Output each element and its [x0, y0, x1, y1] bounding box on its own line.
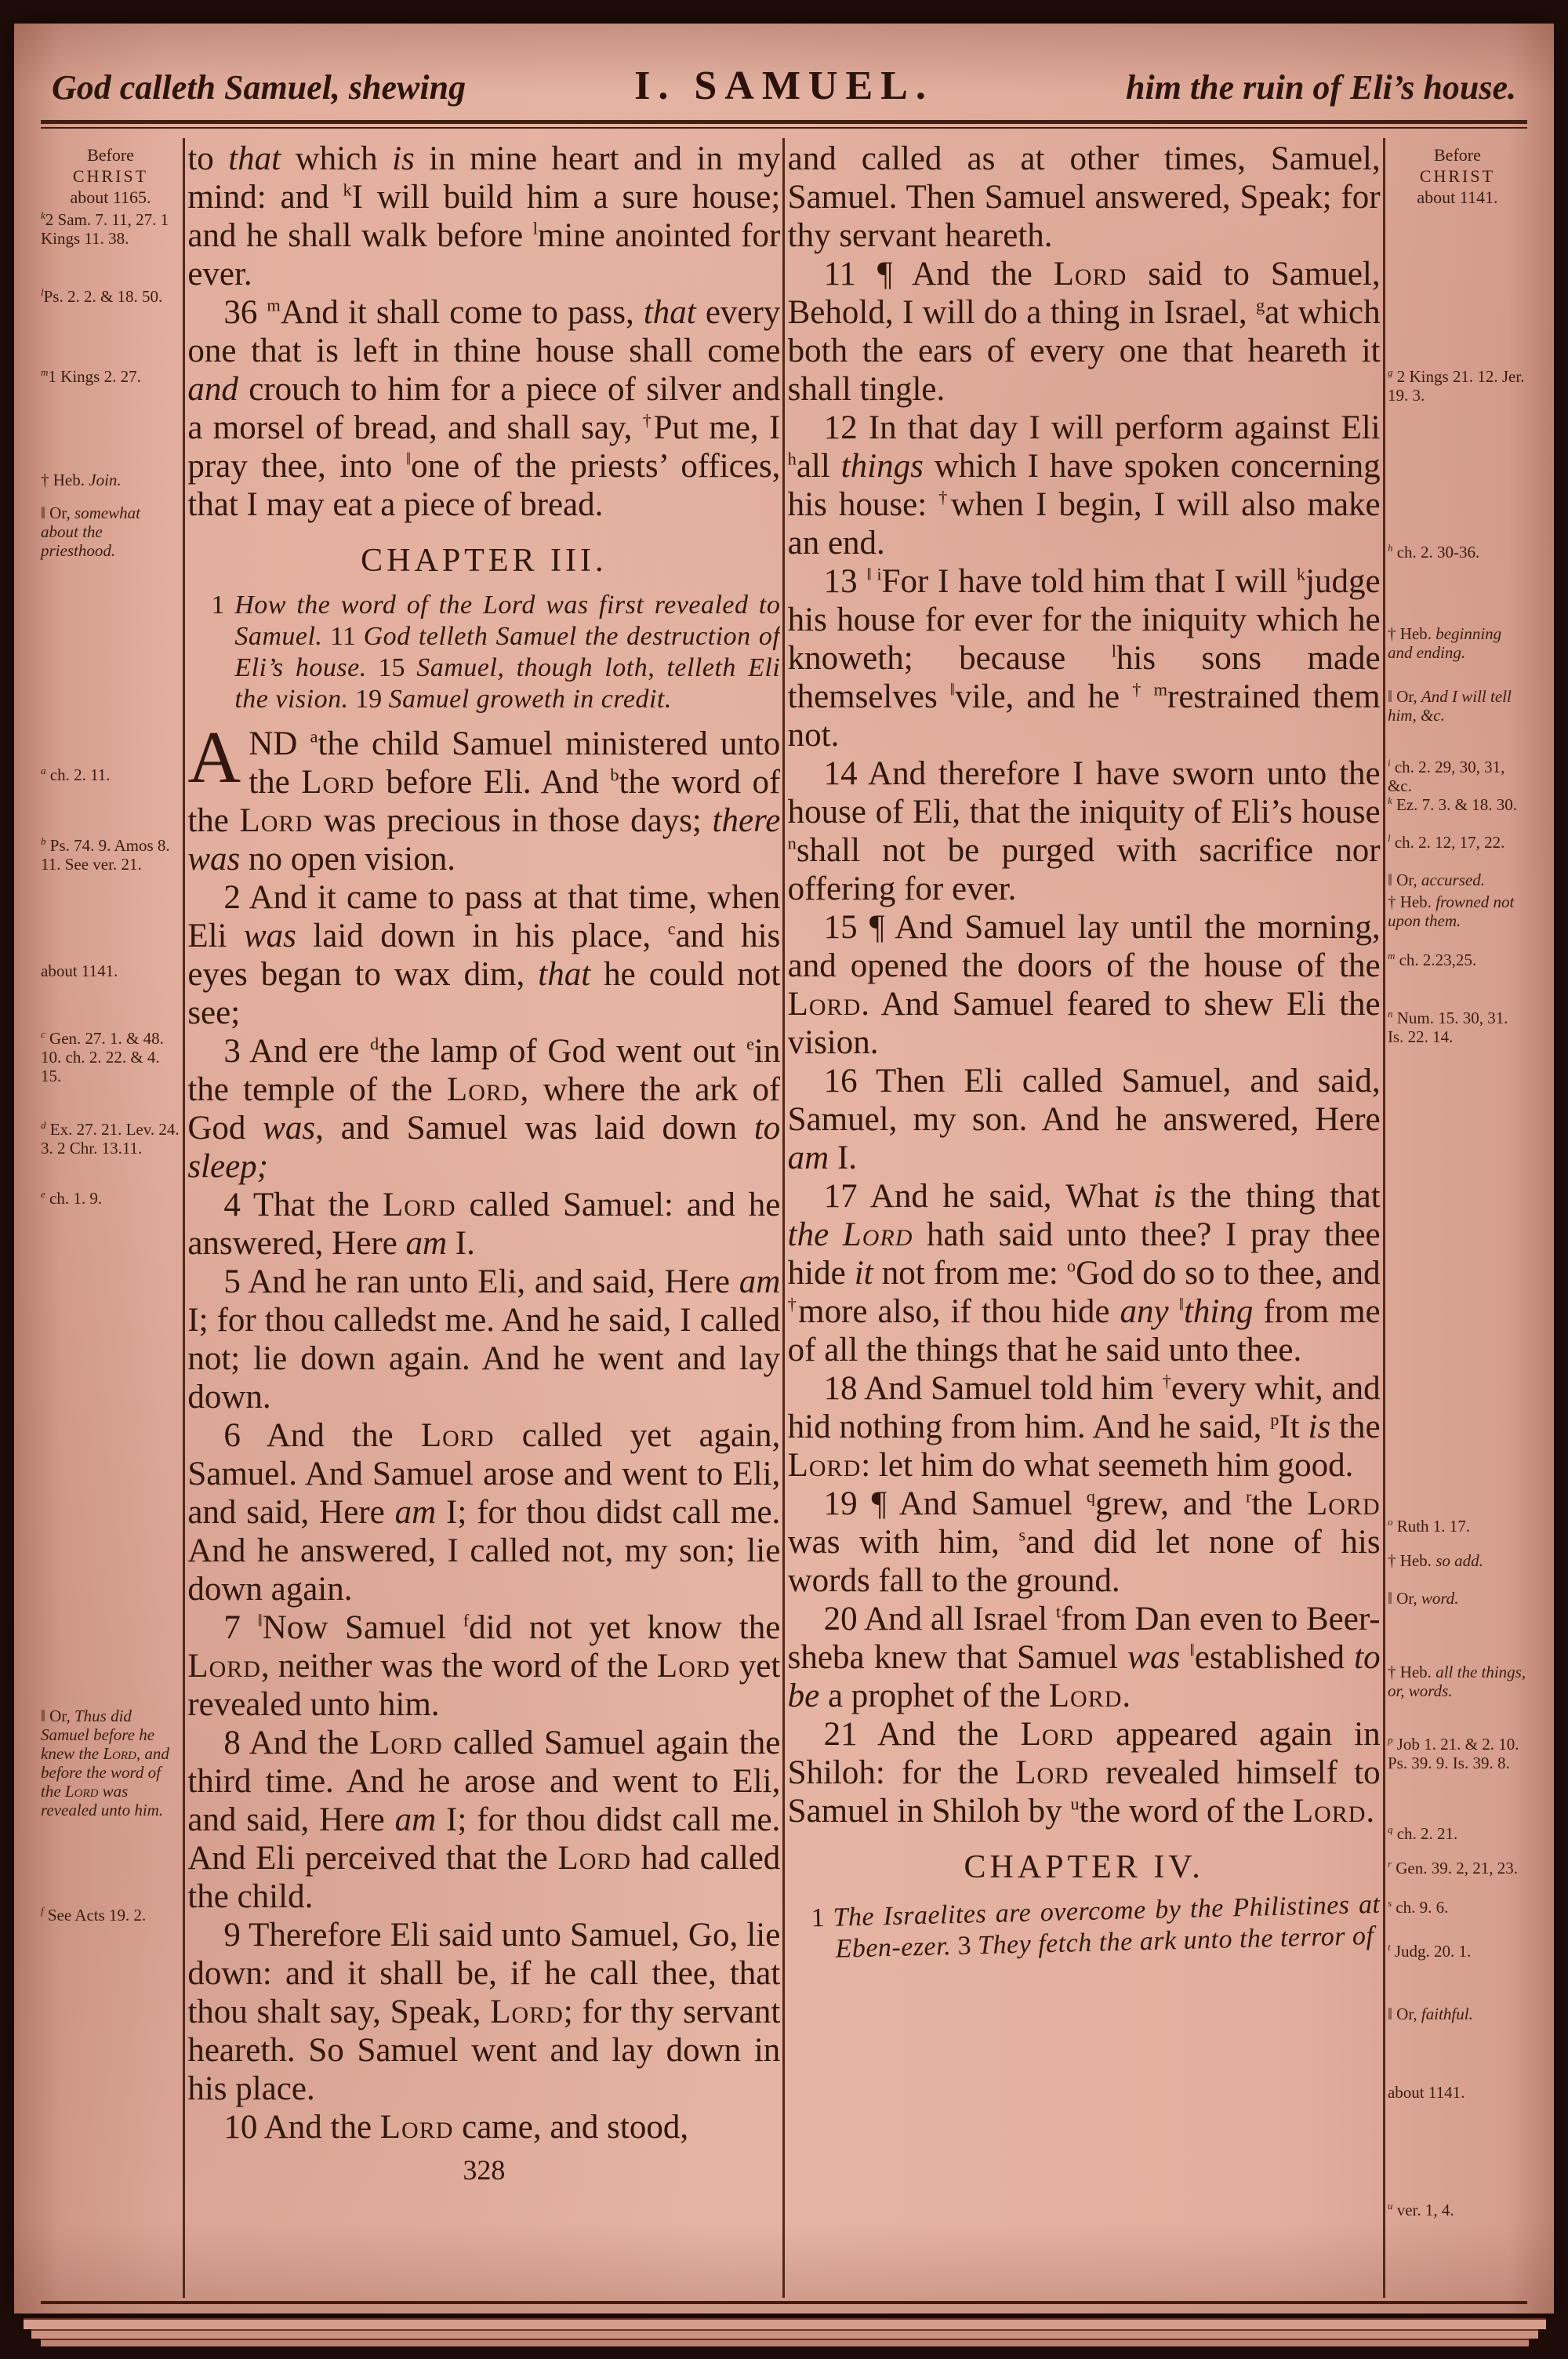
margin-note: $^g$ 2 Kings 21. 12. Jer. 19. 3.	[1387, 366, 1525, 405]
margin-note: $^m$1 Kings 2. 27.	[41, 366, 141, 386]
right-text-column	[788, 138, 1381, 2298]
before-christ-date-right: Before CHRIST about 1141.	[1417, 145, 1498, 207]
chapter-heading: CHAPTER III.	[361, 543, 608, 579]
verse-paragraph: 5 And he ran unto Eli, and said, Here am I; for thou calledst me. And he said, I called not; lie down again. And he went and lay down.	[187, 1263, 781, 1416]
margin-note: $^b$ Ps. 74. 9. Amos 8. 11. See ver. 21.	[41, 835, 170, 874]
column-rule	[782, 138, 785, 2298]
margin-note: † Heb. so add.	[1387, 1551, 1483, 1570]
margin-note: ‖ Or, somewhat about the priesthood.	[41, 503, 140, 560]
right-margin-notes	[1388, 138, 1527, 2298]
verse-paragraph: 8 And the Lord called Samuel again the third time. And he arose and went to Eli, and said, Here am I; for thou didst call me. And Eli perceived that the Lord had called the child.	[187, 1725, 781, 1915]
page-edges	[24, 2318, 1546, 2346]
page-edge	[31, 2329, 1538, 2339]
book-title: I. SAMUEL.	[634, 64, 934, 108]
verse-paragraph: 14 And therefore I have sworn unto the house of Eli, that the iniquity of Eli’s house $^n$shall not be purged with sacrifice nor offering for ever.	[787, 755, 1381, 907]
margin-note: $^k$2 Sam. 7. 11, 27. 1 Kings 11. 38.	[41, 209, 169, 248]
margin-note: $^d$ Ex. 27. 21. Lev. 24. 3. 2 Chr. 13.11.	[41, 1119, 180, 1158]
margin-note: $^m$ ch. 2.23,25.	[1387, 950, 1477, 969]
verse-paragraph: 21 And the Lord appeared again in Shiloh: for the Lord revealed himself to Samuel in Shiloh by $^u$the word of the Lord.	[787, 1716, 1381, 1830]
margin-note: $^e$ ch. 1. 9.	[41, 1188, 103, 1208]
column-rule	[1383, 138, 1385, 2298]
page-edge	[24, 2318, 1546, 2329]
verse-paragraph: 10 And the Lord came, and stood,	[223, 2109, 689, 2146]
margin-note: ‖ Or, accursed.	[1387, 871, 1485, 889]
book-page	[14, 24, 1554, 2314]
continuation-paragraph: and called as at other times, Samuel, Samuel. Then Samuel answered, Speak; for thy servant heareth.	[787, 140, 1381, 254]
page-header	[14, 24, 1554, 120]
left-text-column	[187, 138, 780, 2298]
header-rule	[41, 120, 1527, 129]
margin-note: about 1141.	[1387, 2083, 1465, 2102]
margin-note: $^l$Ps. 2. 2. & 18. 50.	[41, 286, 163, 306]
margin-note: $^c$ Gen. 27. 1. & 48. 10. ch. 2. 22. & 4. 15.	[41, 1028, 164, 1085]
margin-note: $^a$ ch. 2. 11.	[41, 765, 111, 784]
margin-note: $^h$ ch. 2. 30-36.	[1387, 542, 1480, 562]
margin-note: $^l$ ch. 2. 12, 17, 22.	[1387, 832, 1505, 852]
margin-note: † Heb. frowned not upon them.	[1387, 892, 1515, 930]
margin-note: $^o$ Ruth 1. 17.	[1387, 1516, 1471, 1536]
verse-paragraph: 36 $^m$And it shall come to pass, that every one that is left in thine house shall come and crouch to him for a piece of silver and a morsel of bread, and shall say, †Put me, I pray thee, into ‖one of the priests’ offices, that I may eat a piece of bread.	[187, 294, 781, 523]
verse-paragraph: 7 ‖Now Samuel $^f$did not yet know the Lord, neither was the word of the Lord yet revealed unto him.	[187, 1609, 781, 1723]
margin-note: about 1141.	[41, 961, 118, 980]
margin-note: $^s$ ch. 9. 6.	[1387, 1897, 1449, 1917]
running-head-left: God calleth Samuel, shewing	[52, 68, 466, 107]
margin-note: ‖ Or, And I will tell him, &c.	[1387, 687, 1512, 725]
verse-paragraph: 20 And all Israel $^t$from Dan even to Beer-sheba knew that Samuel was ‖established to be a prophet of the Lord.	[787, 1601, 1381, 1714]
margin-note: $^f$ See Acts 19. 2.	[41, 1905, 147, 1925]
margin-note: $^k$ Ez. 7. 3. & 18. 30.	[1387, 794, 1517, 814]
left-margin-notes	[41, 138, 180, 2298]
margin-note: $^n$ Num. 15. 30, 31. Is. 22. 14.	[1387, 1008, 1508, 1046]
verse-paragraph: 11 ¶ And the Lord said to Samuel, Behold, I will do a thing in Israel, $^g$at which both the ears of every one that heareth it shall tingle.	[787, 256, 1381, 408]
margin-note: † Heb. beginning and ending.	[1387, 624, 1502, 662]
margin-note: $^q$ ch. 2. 21.	[1387, 1823, 1458, 1843]
margin-note: † Heb. Join.	[41, 471, 122, 489]
verse-paragraph: 6 And the Lord called yet again, Samuel. And Samuel arose and went to Eli, and said, Here am I; for thou didst call me. And he answered, I called not, my son; lie down again.	[187, 1417, 781, 1608]
margin-note: $^p$ Job 1. 21. & 2. 10. Ps. 39. 9. Is. 39. 8.	[1387, 1734, 1519, 1772]
page-content	[14, 129, 1554, 2298]
verse-paragraph: 2 And it came to pass at that time, when Eli was laid down in his place, $^c$and his eyes began to wax dim, that he could not see;	[187, 879, 781, 1031]
margin-note: ‖ Or, word.	[1387, 1589, 1459, 1608]
verse-paragraph: 12 In that day I will perform against Eli $^h$all things which I have spoken concerning his house: †when I begin, I will also make an end.	[787, 409, 1381, 562]
continuation-paragraph: to that which is in mine heart and in my mind: and $^k$I will build him a sure house; and he shall walk before $^l$mine anointed for ever.	[187, 140, 781, 293]
chapter-summary: 1 How the word of the Lord was first revealed to Samuel. 11 God telleth Samuel the destruction of Eli’s house. 15 Samuel, though loth, telleth Eli the vision. 19 Samuel groweth in credit.	[211, 591, 781, 714]
verse-paragraph: 15 ¶ And Samuel lay until the morning, and opened the doors of the house of the Lord. And Samuel feared to shew Eli the vision.	[787, 909, 1381, 1061]
chapter-heading: CHAPTER IV.	[964, 1849, 1204, 1885]
verse-paragraph: AND $^a$the child Samuel ministered unto the Lord before Eli. And $^b$the word of the Lord was precious in those days; there was no open vision.	[187, 717, 781, 878]
page-number: 328	[463, 2154, 506, 2186]
margin-note: $^u$ ver. 1, 4.	[1387, 2200, 1454, 2219]
before-christ-date-left: Before CHRIST about 1165.	[70, 145, 151, 207]
verse-paragraph: 17 And he said, What is the thing that the Lord hath said unto thee? I pray thee hide it not from me: $^o$God do so to thee, and †more also, if thou hide any ‖thing from me of all the things that he said unto thee.	[787, 1178, 1381, 1369]
margin-note: † Heb. all the things, or, words.	[1387, 1663, 1526, 1700]
margin-note: ‖ Or, faithful.	[1387, 2005, 1473, 2023]
margin-note: ‖ Or, Thus did Samuel before he knew the Lord, and before the word of the Lord was revealed unto him.	[41, 1707, 169, 1819]
verse-paragraph: 4 That the Lord called Samuel: and he answered, Here am I.	[187, 1187, 781, 1262]
footer-rule	[41, 2301, 1527, 2304]
column-rule	[183, 138, 185, 2298]
verse-paragraph: 19 ¶ And Samuel $^q$grew, and $^r$the Lord was with him, $^s$and did let none of his words fall to the ground.	[787, 1485, 1381, 1599]
verse-paragraph: 13 $^{‖ i}$For I have told him that I will $^k$judge his house for ever for the iniquity which he knoweth; because $^l$his sons made themselves ‖vile, and he $^{\dagger m}$restrained them not.	[787, 563, 1381, 754]
page-edge	[41, 2339, 1529, 2346]
chapter-summary: 1 The Israelites are overcome by the Philistines at Eben-ezer. 3 They fetch the ark unto the terror of	[810, 1889, 1381, 1964]
margin-note: $^r$ Gen. 39. 2, 21, 23.	[1387, 1858, 1519, 1877]
margin-note: $^t$ Judg. 20. 1.	[1387, 1941, 1472, 1961]
verse-paragraph: 18 And Samuel told him †every whit, and hid nothing from him. And he said, $^p$It is the Lord: let him do what seemeth him good.	[787, 1370, 1381, 1484]
running-head-right: him the ruin of Eli’s house.	[1126, 68, 1516, 107]
verse-paragraph: 3 And ere $^d$the lamp of God went out $^e$in the temple of the Lord, where the ark of God was, and Samuel was laid down to sleep;	[187, 1033, 781, 1185]
margin-note: $^i$ ch. 2. 29, 30, 31, &c.	[1387, 757, 1505, 795]
verse-paragraph: 9 Therefore Eli said unto Samuel, Go, lie down: and it shall be, if he call thee, that thou shalt say, Speak, Lord; for thy servant heareth. So Samuel went and lay down in his place.	[187, 1917, 781, 2107]
verse-paragraph: 16 Then Eli called Samuel, and said, Samuel, my son. And he answered, Here am I.	[787, 1063, 1381, 1176]
